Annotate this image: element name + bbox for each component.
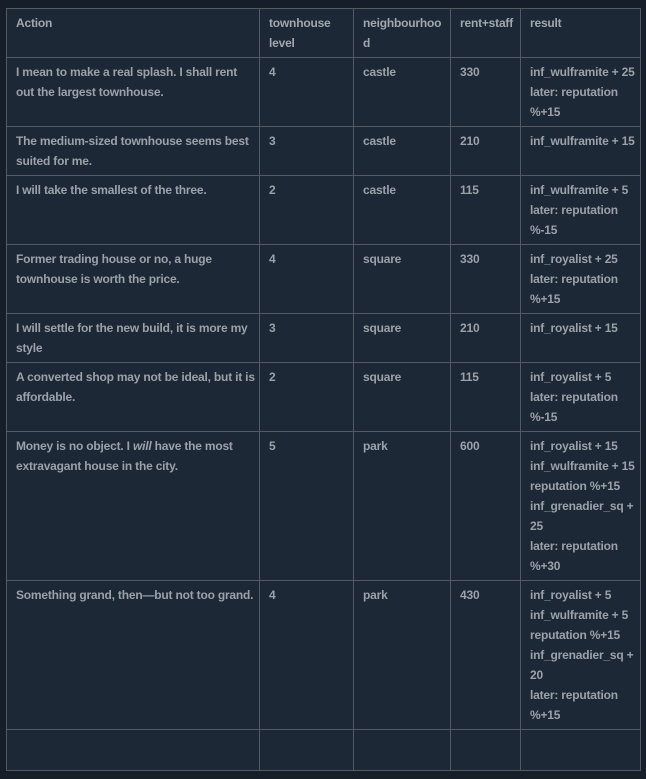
rent-cell: 115 <box>451 363 521 432</box>
result-cell <box>521 581 641 730</box>
result-line: inf_royalist + 15 <box>530 321 618 335</box>
result-cell <box>521 127 641 176</box>
neighbourhood-cell: park <box>354 432 451 581</box>
result-line: inf_wulframite + 15 <box>530 134 635 148</box>
result-line: inf_royalist + 5 <box>530 370 612 384</box>
table-row <box>7 245 641 314</box>
action-cell: I will take the smallest of the three. <box>7 176 260 245</box>
header-row <box>7 9 641 58</box>
rent-cell: 115 <box>451 176 521 245</box>
result-line: inf_royalist + 25 <box>530 252 618 266</box>
result-line: later: reputation %+15 <box>530 688 618 722</box>
table-row <box>7 176 641 245</box>
result-line: inf_wulframite + 25 <box>530 65 635 79</box>
result-line: reputation %+15 <box>530 479 621 493</box>
table-row <box>7 363 641 432</box>
result-line: inf_wulframite + 5 <box>530 183 629 197</box>
neighbourhood-cell: park <box>354 581 451 730</box>
level-cell: 2 <box>260 176 354 245</box>
column-header-result: result <box>521 9 641 58</box>
rent-cell: 210 <box>451 127 521 176</box>
result-cell <box>521 58 641 127</box>
action-cell: I mean to make a real splash. I shall rent out the largest townhouse. <box>7 58 260 127</box>
table-row-cutoff <box>7 730 641 771</box>
level-cell: 4 <box>260 581 354 730</box>
level-cell: 4 <box>260 58 354 127</box>
result-cell <box>521 314 641 363</box>
result-cell <box>521 176 641 245</box>
neighbourhood-cell: square <box>354 363 451 432</box>
townhouse-options-table <box>6 8 641 771</box>
result-line: reputation %+15 <box>530 628 621 642</box>
table-row <box>7 581 641 730</box>
action-cell <box>7 432 260 581</box>
table-body <box>7 58 641 771</box>
rent-cell: 330 <box>451 245 521 314</box>
result-line: later: reputation %+30 <box>530 539 618 573</box>
action-cell: A converted shop may not be ideal, but it is affordable. <box>7 363 260 432</box>
column-header-townhouse_level: townhouse level <box>260 9 354 58</box>
action-text: have the most extravagant house in the city. <box>16 439 233 473</box>
action-cell: I will settle for the new build, it is more my style <box>7 314 260 363</box>
action-cell: Something grand, then—but not too grand. <box>7 581 260 730</box>
neighbourhood-cell: castle <box>354 58 451 127</box>
level-cell: 4 <box>260 245 354 314</box>
level-cell: 3 <box>260 314 354 363</box>
rent-cell: 600 <box>451 432 521 581</box>
action-cell: Former trading house or no, a huge townhouse is worth the price. <box>7 245 260 314</box>
result-line: inf_royalist + 15 <box>530 439 618 453</box>
empty-cell <box>7 730 260 771</box>
table-row <box>7 58 641 127</box>
action-cell: The medium-sized townhouse seems best suited for me. <box>7 127 260 176</box>
column-header-rent_staff: rent+staff <box>451 9 521 58</box>
result-line: inf_wulframite + 15 <box>530 459 635 473</box>
rent-cell: 430 <box>451 581 521 730</box>
result-cell <box>521 363 641 432</box>
column-header-action: Action <box>7 9 260 58</box>
column-header-neighbourhood: neighbourhood <box>354 9 451 58</box>
result-line: later: reputation %+15 <box>530 85 618 119</box>
neighbourhood-cell: castle <box>354 176 451 245</box>
result-line: inf_grenadier_sq + 25 <box>530 499 634 533</box>
result-cell <box>521 245 641 314</box>
result-line: inf_wulframite + 5 <box>530 608 629 622</box>
result-line: later: reputation %+15 <box>530 272 618 306</box>
empty-cell <box>521 730 641 771</box>
table-row <box>7 127 641 176</box>
level-cell: 3 <box>260 127 354 176</box>
rent-cell: 330 <box>451 58 521 127</box>
level-cell: 2 <box>260 363 354 432</box>
result-cell <box>521 432 641 581</box>
empty-cell <box>260 730 354 771</box>
result-line: later: reputation %-15 <box>530 203 618 237</box>
action-text-italic: will <box>132 439 152 453</box>
neighbourhood-cell: square <box>354 314 451 363</box>
level-cell: 5 <box>260 432 354 581</box>
action-text: Money is no object. I <box>16 439 133 453</box>
empty-cell <box>354 730 451 771</box>
neighbourhood-cell: square <box>354 245 451 314</box>
rent-cell: 210 <box>451 314 521 363</box>
result-line: later: reputation %-15 <box>530 390 618 424</box>
table-row <box>7 314 641 363</box>
neighbourhood-cell: castle <box>354 127 451 176</box>
result-line: inf_grenadier_sq + 20 <box>530 648 634 682</box>
empty-cell <box>451 730 521 771</box>
table-row <box>7 432 641 581</box>
result-line: inf_royalist + 5 <box>530 588 612 602</box>
